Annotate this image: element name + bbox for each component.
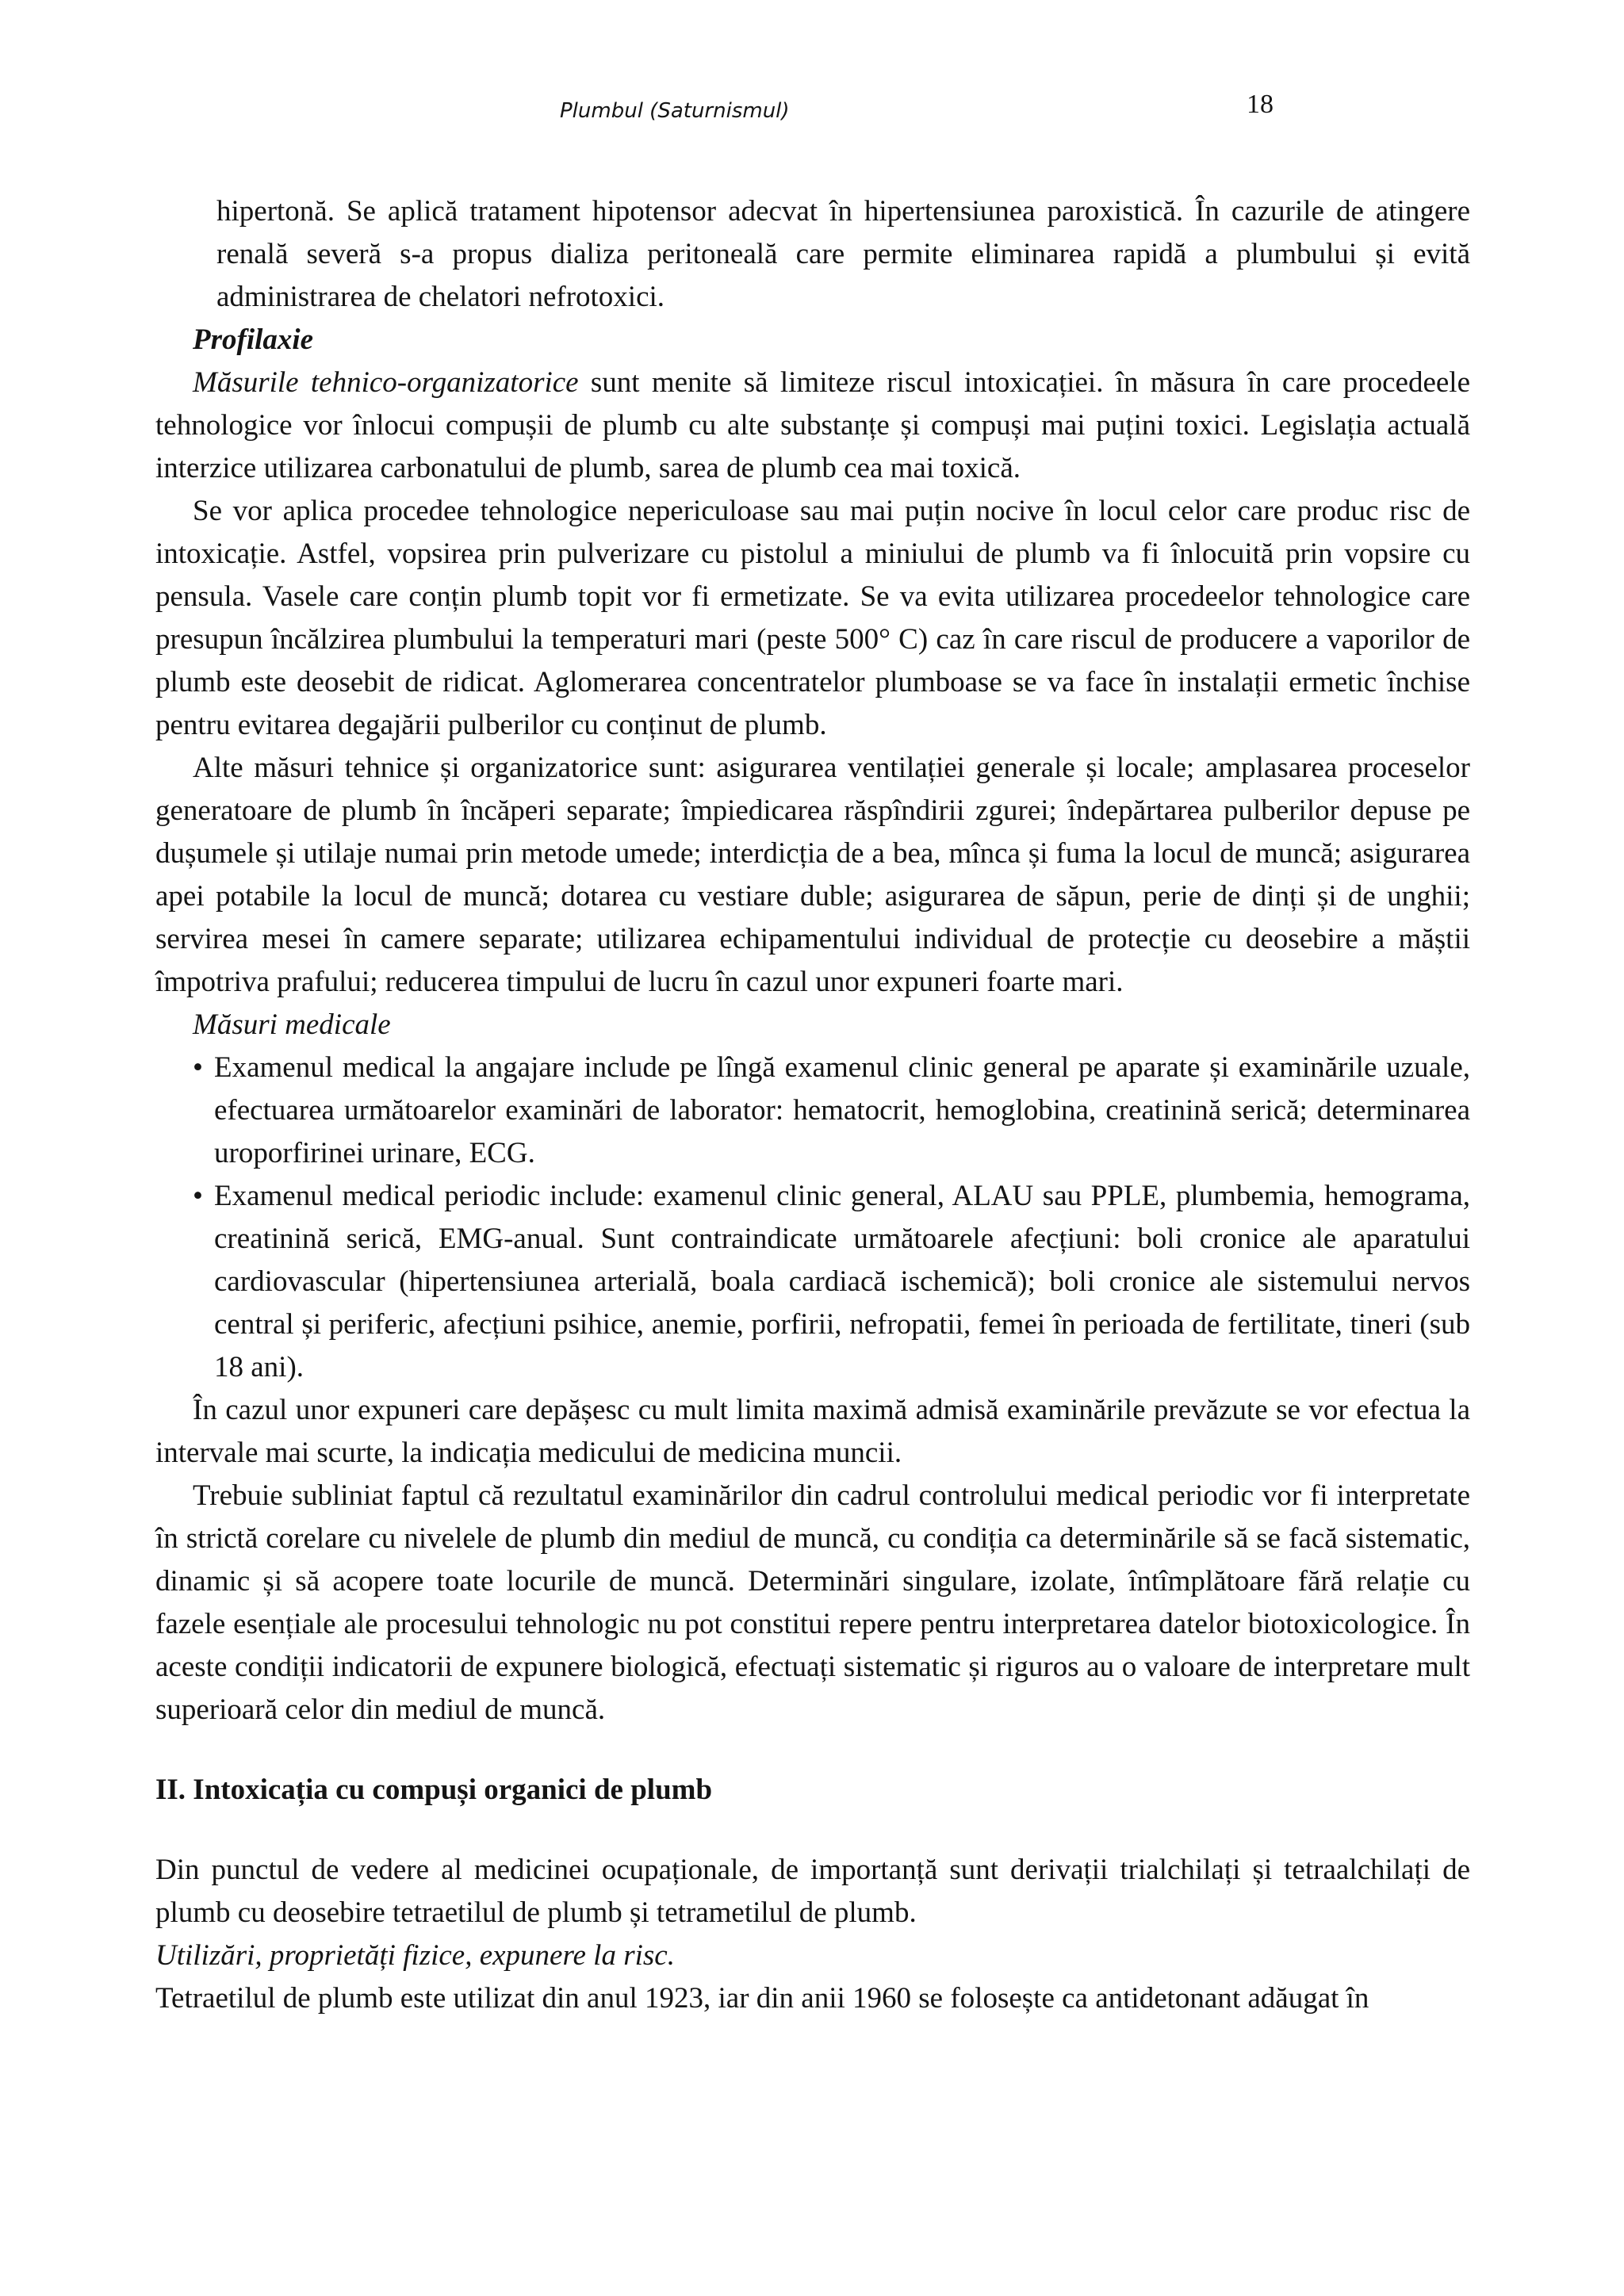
running-header <box>0 91 1624 131</box>
paragraph-occupational: Din punctul de vedere al medicinei ocupaționale, de importanță sunt derivații trialchilați și tetraalchilați de plumb cu deosebire tetraetilul de plumb și tetrametilul de plumb. <box>155 1854 1470 1929</box>
measures-text: sunt menite să limiteze riscul intoxicației. în măsura în care procedeele tehnologice vor înlocui compușii de plumb cu alte substanțe și compuși mai puțini toxici. Legislația actuală interzice utilizarea carbonatului de plumb, sarea de plumb cea mai toxică. <box>155 366 1470 484</box>
continuation-paragraph: hipertonă. Se aplică tratament hipotensor adecvat în hipertensiunea paroxistică. În cazurile de atingere renală severă s-a propus dializa peritoneală care permite eliminarea rapidă a plumbului și evită administrarea de chelatori nefrotoxici. <box>216 195 1470 313</box>
list-item-text: Examenul medical periodic include: examenul clinic general, ALAU sau PPLE, plumbemia, hemograma, creatinină serică, EMG-anual. Sunt contraindicate următoarele afecțiuni: boli cronice ale aparatului cardiovascular (hipertensiunea arterială, boala cardiacă ischemică); boli cronice ale sistemului nervos central și periferic, afecțiuni psihice, anemie, porfirii, nefropatii, femei în perioada de fertilitate, tineri (sub 18 ani). <box>214 1180 1470 1383</box>
list-item <box>155 1047 1470 1175</box>
uses-heading <box>155 1934 1470 1977</box>
medical-measures-list <box>155 1047 1470 1389</box>
bullet-icon: • <box>193 1051 203 1084</box>
page-number: 18 <box>1247 90 1274 119</box>
medical-measures-heading: Măsuri medicale <box>193 1008 391 1041</box>
paragraph-tetraethyl: Tetraetilul de plumb este utilizat din anul 1923, iar din anii 1960 se folosește ca antidetonant adăugat în <box>155 1982 1369 2015</box>
running-title: Plumbul (Saturnismul) <box>560 99 790 123</box>
paragraph-exposure: În cazul unor expuneri care depășesc cu mult limita maximă admisă examinările prevăzute se vor efectua la intervale mai scurte, la indicația medicului de medicina muncii. <box>155 1394 1470 1469</box>
bullet-icon: • <box>193 1180 203 1212</box>
list-item-text: Examenul medical la angajare include pe lîngă examenul clinic general pe aparate și examinările uzuale, efectuarea următoarelor examinări de laborator: hematocrit, hemoglobina, creatinină serică; determinarea uroporfirinei urinare, ECG. <box>214 1051 1470 1169</box>
measures-term: Măsurile tehnico-organizatorice <box>193 366 579 399</box>
paragraph-procedures: Se vor aplica procedee tehnologice nepericuloase sau mai puțin nocive în locul celor care produc risc de intoxicație. Astfel, vopsirea prin pulverizare cu pistolul a miniului de plumb va fi înlocuită prin vopsire cu pensula. Vasele care conțin plumb topit vor fi ermetizate. Se va evita utilizarea procedeelor tehnologice care presupun încălzirea plumbului la temperaturi mari (peste 500° C) caz în care riscul de producere a vaporilor de plumb este deosebit de ridicat. Aglomerarea concentratelor plumboase se va face în instalații ermetic închise pentru evitarea degajării pulberilor cu conținut de plumb. <box>155 495 1470 741</box>
list-item <box>155 1175 1470 1389</box>
page-body <box>155 190 1470 2020</box>
paragraph-measures <box>155 362 1470 490</box>
profilaxie-heading: Profilaxie <box>193 323 314 356</box>
paragraph-other-measures: Alte măsuri tehnice și organizatorice sunt: asigurarea ventilației generale și locale; amplasarea proceselor generatoare de plumb în încăperi separate; împiedicarea răspîndirii zgurei; îndepărtarea pulberilor depuse pe dușumele și utilaje numai prin metode umede; interdicția de a bea, mînca și fuma la locul de muncă; asigurarea apei potabile la locul de muncă; dotarea cu vestiare duble; asigurarea de săpun, perie de dinți și de unghii; servirea mesei în camere separate; utilizarea echipamentului individual de protecție cu deosebire a măștii împotriva prafului; reducerea timpului de lucru în cazul unor expuneri foarte mari. <box>155 752 1470 998</box>
uses-heading-text: Utilizări, proprietăți fizice, expunere la risc. <box>155 1939 675 1972</box>
paragraph-interpretation: Trebuie subliniat faptul că rezultatul examinărilor din cadrul controlului medical periodic vor fi interpretate în strictă corelare cu nivelele de plumb din mediul de muncă, cu condiția ca determinările să se facă sistematic, dinamic și să acopere toate locurile de muncă. Determinări singulare, izolate, întîmplătoare fără relație cu fazele esențiale ale procesului tehnologic nu pot constitui repere pentru interpretarea datelor biotoxicologice. În aceste condiții indicatorii de expunere biologică, efectuați sistematic și riguros au o valoare de interpretare mult superioară celor din mediul de muncă. <box>155 1479 1470 1726</box>
section-heading: II. Intoxicația cu compuși organici de plumb <box>155 1774 713 1806</box>
